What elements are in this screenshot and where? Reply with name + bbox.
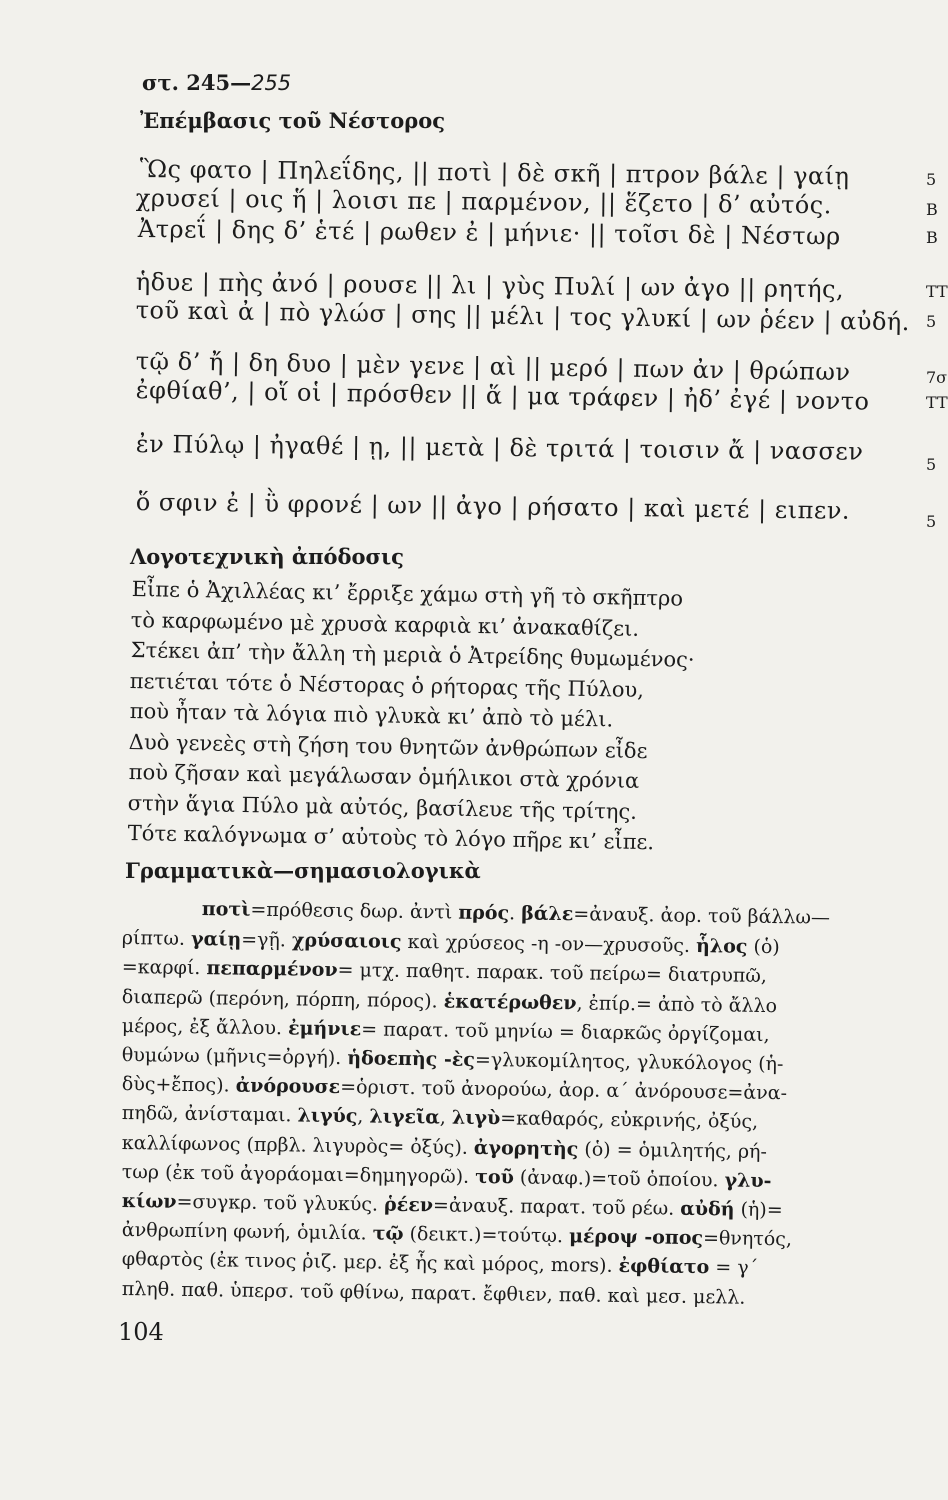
- translation-line: ποὺ ἦταν τὰ λόγια πιὸ γλυκὰ κι’ ἀπὸ τὸ μέλι.: [129, 699, 614, 732]
- grammar-term: τῷ: [372, 1222, 404, 1246]
- grammar-line: [122, 927, 780, 958]
- grammar-text: =πρόθεσις δωρ. ἀντὶ: [250, 898, 459, 924]
- verse-line: ἐφθίαθ’, | οἵ οἱ | πρόσθεν || ἅ | μα τράφεν | ἠδ’ ἐγέ | νοντο: [135, 376, 870, 416]
- grammar-heading: Γραμματικὰ—σημασιολογικὰ: [125, 858, 481, 883]
- margin-mark: 5: [926, 455, 937, 474]
- grammar-text: πληθ. παθ. ὑπερσ. τοῦ φθίνω, παρατ. ἔφθιεν, παθ. καὶ μεσ. μελλ.: [121, 1277, 746, 1309]
- grammar-term: λιγύς: [297, 1104, 358, 1128]
- grammar-text: ,: [357, 1105, 370, 1128]
- grammar-term: ἐφθίατο: [618, 1255, 710, 1279]
- grammar-text: =γῇ.: [241, 928, 293, 952]
- grammar-term: κίων: [121, 1190, 177, 1213]
- grammar-line: [122, 956, 767, 987]
- grammar-term: ποτὶ: [201, 898, 251, 921]
- grammar-term: μέροψ: [568, 1225, 638, 1249]
- verse-line: Ὣς φατο | Πηλεΐδης, || ποτὶ | δὲ σκῆ | πτρον βάλε | γαίῃ: [139, 155, 850, 191]
- grammar-term: -οπος: [637, 1226, 704, 1250]
- stanza-label: [142, 70, 291, 95]
- grammar-term: ἧλος: [695, 935, 748, 958]
- grammar-text: μέρος, ἐξ ἄλλου.: [121, 1014, 289, 1040]
- grammar-text: =καρφί.: [121, 956, 207, 980]
- grammar-line: [122, 1044, 784, 1075]
- verse-line: χρυσεί | οις ἥ | λοισι πε | παρμένον, || ἕζετο | δ’ αὐτός.: [135, 184, 832, 220]
- grammar-term: βάλε: [521, 902, 574, 926]
- grammar-term: τοῦ: [475, 1165, 515, 1189]
- translation-line: Στέκει ἀπ’ τὴν ἄλλη τὴ μεριὰ ὁ Ἀτρείδης θυμωμένος·: [130, 638, 695, 672]
- grammar-text: διαπερῶ (περόνη, πόρπη, πόρος).: [121, 985, 444, 1013]
- grammar-term: ῥέεν: [383, 1193, 434, 1217]
- grammar-text: .: [508, 902, 522, 925]
- margin-mark: TT: [926, 282, 948, 301]
- grammar-text: =ὁριστ. τοῦ ἀνορούω, ἀορ. α΄ ἀνόρουσε=ἀνα-: [340, 1076, 788, 1105]
- grammar-term: γλυ-: [724, 1169, 772, 1192]
- handwritten-note: 255: [251, 71, 292, 95]
- section-title: Ἐπέμβασις τοῦ Νέστορος: [140, 108, 445, 133]
- verse-line: Ἀτρεΐ | δης δ’ ἑτέ | ρωθεν ἐ | μήνιε· || τοῖσι δὲ | Νέστωρ: [137, 215, 841, 251]
- grammar-term: γαίῃ: [190, 928, 242, 951]
- grammar-text: = γ΄: [709, 1256, 759, 1280]
- grammar-text: (ἀναφ.)=τοῦ ὁποίου.: [513, 1166, 725, 1192]
- grammar-text: ,: [439, 1106, 453, 1129]
- translation-line: Εἶπε ὁ Ἀχιλλέας κι’ ἔρριξε χάμω στὴ γῆ τὸ σκῆπτρο: [131, 577, 684, 611]
- grammar-line: [122, 1132, 767, 1163]
- grammar-text: ἀνθρωπίνη φωνή, ὁμιλία.: [121, 1219, 373, 1245]
- grammar-text: =γλυκομίλητος, γλυκόλογος (ἡ-: [474, 1048, 784, 1076]
- grammar-text: πηδῶ, ἀνίσταμαι.: [121, 1102, 298, 1127]
- grammar-line: [122, 986, 778, 1017]
- grammar-text: φθαρτὸς (ἐκ τινος ῥιζ. μερ. ἐξ ἧς καὶ μόρος, mors).: [121, 1248, 619, 1278]
- grammar-text: θυμώνω (μῆνις=ὀργή).: [121, 1044, 348, 1070]
- margin-mark: 5: [926, 512, 937, 531]
- grammar-term: ἀγορητὴς: [473, 1136, 579, 1160]
- margin-mark: 7σ: [926, 368, 948, 387]
- grammar-text: καλλίφωνος (πρβλ. λιγυρὸς= ὀξύς).: [121, 1131, 475, 1159]
- verse-line: ἡδυε | πὴς ἀνό | ρουσε || λι | γὺς Πυλί | ων ἀγο || ρητής,: [135, 268, 845, 304]
- grammar-term: ἑκατέρωθεν: [443, 990, 577, 1014]
- grammar-text: δὺς+ἔπος).: [121, 1073, 236, 1097]
- grammar-term: πρός: [458, 901, 510, 925]
- grammar-text: καὶ χρύσεος -η -ον—χρυσοῦς.: [401, 931, 697, 958]
- translation-line: Τότε καλόγνωμα σ’ αὐτοὺς τὸ λόγο πῆρε κι’ εἶπε.: [127, 821, 655, 855]
- page-number: 104: [118, 1318, 164, 1346]
- translation-line: τὸ καρφωμένο μὲ χρυσὰ καρφιὰ κι’ ἀνακαθίζει.: [130, 607, 640, 641]
- grammar-text: =καθαρός, εὐκρινής, ὀξύς,: [500, 1107, 759, 1134]
- margin-mark: B: [926, 228, 938, 247]
- translation-line: Δυὸ γενεὲς στὴ ζήση του θνητῶν ἀνθρώπων εἶδε: [128, 729, 648, 763]
- translation-line: πετιέται τότε ὁ Νέστορας ὁ ρήτορας τῆς Πύλου,: [129, 668, 645, 702]
- grammar-text: (ὁ): [747, 935, 780, 959]
- grammar-line: [122, 1102, 759, 1133]
- grammar-term: πεπαρμένον: [206, 957, 338, 982]
- grammar-line: [202, 898, 830, 929]
- grammar-term: ἐμήνιε: [287, 1017, 362, 1041]
- grammar-text: (ἡ)=: [734, 1198, 783, 1222]
- grammar-text: = παρατ. τοῦ μηνίω = διαρκῶς ὀργίζομαι,: [361, 1018, 770, 1046]
- grammar-text: , ἐπίρ.= ἀπὸ τὸ ἄλλο: [576, 991, 778, 1017]
- grammar-line: [122, 1278, 746, 1309]
- grammar-text: τωρ (ἐκ τοῦ ἀγοράομαι=δημηγορῶ).: [121, 1160, 476, 1188]
- margin-mark: 5: [926, 170, 937, 189]
- grammar-line: [122, 1161, 772, 1192]
- grammar-text: (δεικτ.)=τούτῳ.: [403, 1223, 570, 1248]
- verse-line: τοῦ καὶ ἀ | πὸ γλώσ | σης || μέλι | τος γλυκί | ων ῥέεν | αὐδή.: [135, 296, 911, 337]
- margin-mark: 5: [926, 312, 937, 331]
- translation-heading: Λογοτεχνικὴ ἀπόδοσις: [130, 544, 404, 569]
- stanza-number: στ. 245—: [142, 70, 252, 95]
- margin-mark: TT: [926, 393, 948, 412]
- grammar-text: =συγκρ. τοῦ γλυκύς.: [176, 1190, 385, 1216]
- grammar-line: [122, 1219, 792, 1250]
- grammar-term: -ὲς: [437, 1048, 476, 1071]
- grammar-term: αὐδή: [680, 1197, 735, 1221]
- grammar-text: =θνητός,: [702, 1227, 793, 1251]
- verse-line: τῷ δ’ ἤ | δη δυο | μὲν γενε | αὶ || μερό | πων ἀν | θρώπων: [135, 347, 851, 387]
- translation-line: ποὺ ζῆσαν καὶ μεγάλωσαν ὁμήλικοι στὰ χρόνια: [128, 760, 640, 793]
- grammar-term: χρύσαιοις: [291, 929, 402, 954]
- grammar-line: [122, 1190, 783, 1221]
- margin-mark: B: [926, 200, 938, 219]
- grammar-text: =ἀναυξ. ἀορ. τοῦ βάλλω—: [573, 903, 831, 929]
- grammar-text: ρίπτω.: [121, 927, 192, 951]
- grammar-line: [122, 1248, 759, 1279]
- grammar-term: λιγὺ: [451, 1107, 501, 1130]
- grammar-term: λιγεῖα: [369, 1105, 441, 1129]
- grammar-text: (ὁ) = ὁμιλητής, ρή-: [578, 1137, 768, 1163]
- grammar-term: ἀνόρουσε: [235, 1074, 341, 1099]
- verse-line: ὅ σφιν ἐ | ῢ φρονέ | ων || ἀγο | ρήσατο | καὶ μετέ | ειπεν.: [135, 488, 851, 525]
- translation-line: στὴν ἅγια Πύλο μὰ αὐτός, βασίλευε τῆς τρίτης.: [127, 790, 638, 824]
- grammar-term: ἡδοεπὴς: [347, 1047, 438, 1071]
- verse-line: ἐν Πύλῳ | ἠγαθέ | ῃ, || μετὰ | δὲ τριτά | τοισιν ἄ | νασσεν: [135, 430, 864, 466]
- grammar-text: =ἀναυξ. παρατ. τοῦ ρέω.: [432, 1194, 681, 1220]
- grammar-line: [122, 1073, 787, 1104]
- grammar-line: [122, 1015, 770, 1046]
- grammar-text: = μτχ. παθητ. παρακ. τοῦ πείρω= διατρυπῶ,: [337, 959, 768, 988]
